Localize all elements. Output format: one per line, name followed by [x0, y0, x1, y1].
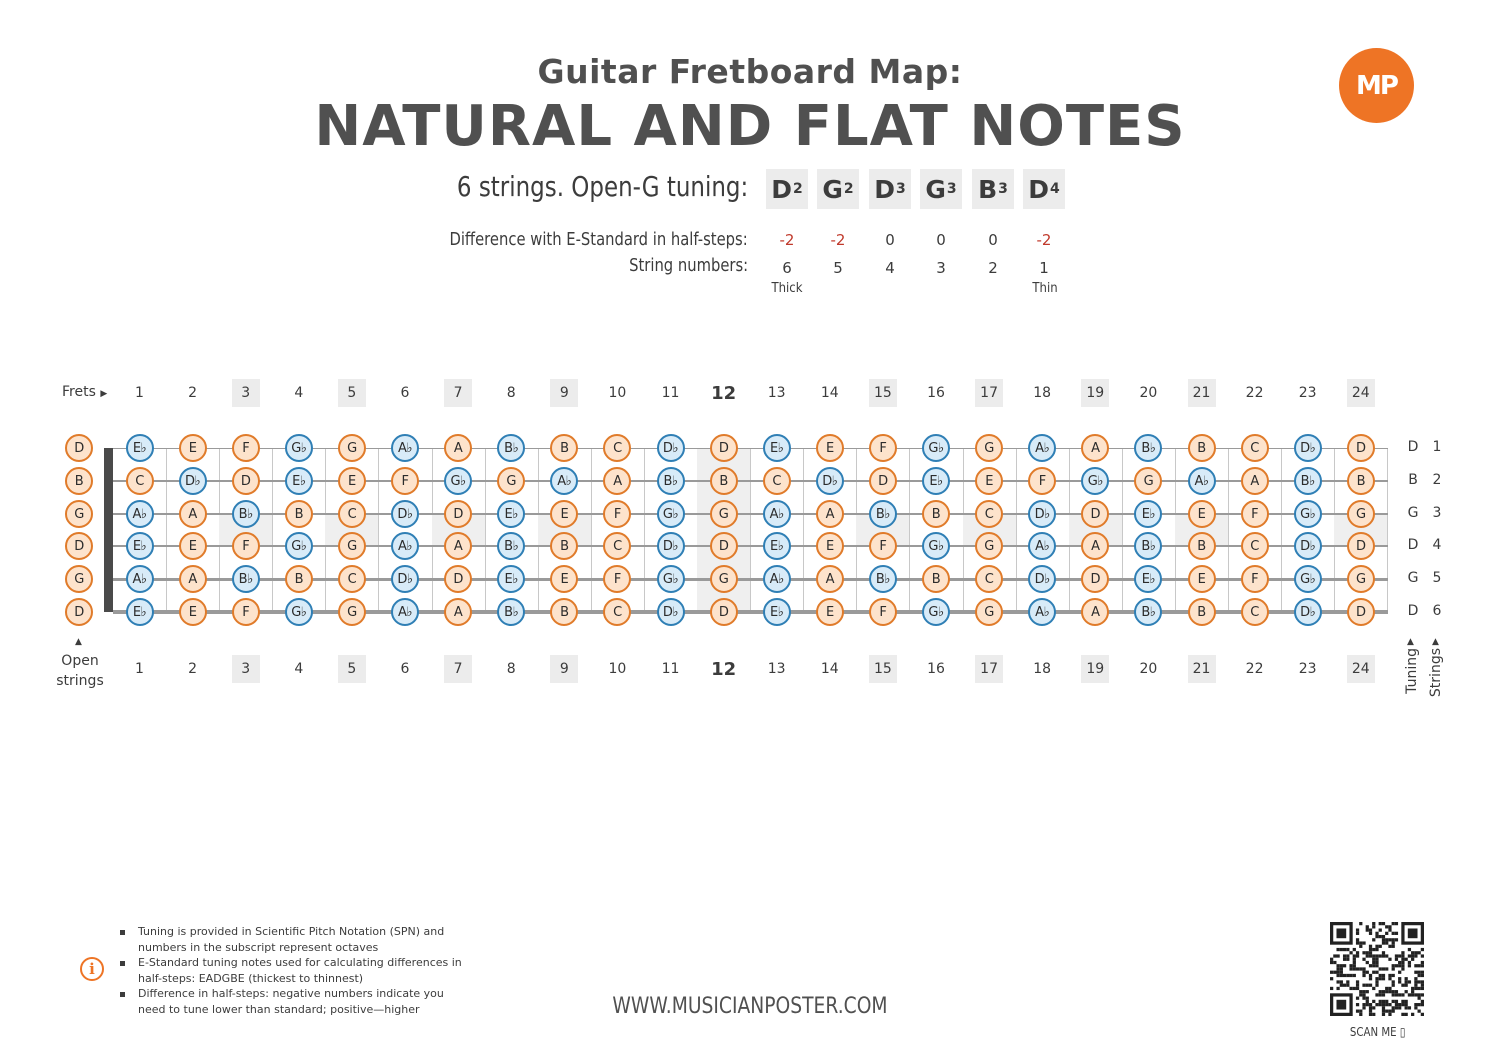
fret-note: D♭ — [657, 598, 685, 626]
fret-note: F — [1028, 467, 1056, 495]
fret-number: 2 — [188, 661, 198, 677]
fret-wire — [166, 448, 167, 612]
fret-note: B♭ — [1294, 467, 1322, 495]
fret-note: D — [710, 434, 738, 462]
fret-note: A — [1081, 598, 1109, 626]
tuning-note-name: D — [874, 174, 895, 204]
fret-note: B — [1347, 467, 1375, 495]
fret-note: B — [1188, 434, 1216, 462]
fret-note: D — [1347, 532, 1375, 560]
open-string-note: G — [65, 500, 93, 528]
fret-number: 2 — [188, 385, 198, 401]
fret-number: 24 — [1347, 379, 1375, 407]
fret-note: A — [816, 565, 844, 593]
fret-number: 22 — [1245, 661, 1264, 677]
fret-note: E♭ — [763, 598, 791, 626]
info-icon: i — [80, 957, 104, 981]
fret-note: E — [1188, 565, 1216, 593]
tuning-diff: 0 — [885, 231, 895, 249]
open-string-note: D — [65, 598, 93, 626]
fret-note: A♭ — [391, 532, 419, 560]
tuning-axis-label: Tuning — [1404, 648, 1420, 694]
fret-note: G — [710, 565, 738, 593]
fret-wire — [591, 448, 592, 612]
fret-wire — [1122, 448, 1123, 612]
string-number-label: 5 — [1432, 570, 1442, 586]
fret-note: A — [1081, 532, 1109, 560]
fret-note: A — [816, 500, 844, 528]
fret-note: G♭ — [285, 598, 313, 626]
nut — [104, 448, 113, 612]
fret-note: F — [232, 434, 260, 462]
fret-note: E♭ — [126, 532, 154, 560]
fret-note: E — [179, 598, 207, 626]
fret-number: 16 — [927, 661, 945, 677]
fret-note: D♭ — [179, 467, 207, 495]
string-number-label: 1 — [1432, 439, 1442, 455]
fret-note: G — [1134, 467, 1162, 495]
fret-note: B — [710, 467, 738, 495]
fret-note: D — [444, 500, 472, 528]
fret-number: 20 — [1139, 661, 1158, 677]
fret-note: D♭ — [1028, 500, 1056, 528]
triangle-up-icon: ▲ — [75, 637, 82, 647]
fret-note: A — [603, 467, 631, 495]
fret-number: 5 — [338, 379, 366, 407]
fret-note: F — [232, 532, 260, 560]
fret-note: E♭ — [922, 467, 950, 495]
fret-note: E — [816, 532, 844, 560]
fret-note: F — [1241, 500, 1269, 528]
tuning-note-octave: 4 — [1050, 181, 1060, 197]
fret-note: E♭ — [763, 434, 791, 462]
string-number: 5 — [833, 259, 843, 277]
fret-note: A♭ — [126, 500, 154, 528]
fret-wire — [272, 448, 273, 612]
fret-note: B — [550, 532, 578, 560]
fret-note: A♭ — [550, 467, 578, 495]
fret-note: F — [603, 500, 631, 528]
fret-note: G — [975, 598, 1003, 626]
fret-number: 17 — [975, 655, 1003, 683]
fret-note: B♭ — [497, 598, 525, 626]
fret-note: F — [869, 598, 897, 626]
fret-note: C — [603, 532, 631, 560]
fret-note: D — [710, 532, 738, 560]
string-number-label: 6 — [1432, 603, 1442, 619]
fret-note: A♭ — [1028, 434, 1056, 462]
fret-note: C — [126, 467, 154, 495]
fret-wire — [909, 448, 910, 612]
triangle-up-icon: ▲ — [1432, 637, 1439, 647]
strings-axis-label: Strings — [1428, 648, 1444, 698]
fret-note: A♭ — [391, 434, 419, 462]
footnote-item: Difference in half-steps: negative numbers indicate you need to tune lower than standard; positive—higher — [118, 986, 463, 1017]
fret-number: 11 — [661, 385, 680, 401]
fret-wire — [485, 448, 486, 612]
string-tuning-label: D — [1407, 439, 1419, 455]
fret-note: G♭ — [285, 434, 313, 462]
fret-note: C — [338, 565, 366, 593]
string-tuning-label: G — [1407, 505, 1419, 521]
fret-number: 22 — [1245, 385, 1264, 401]
fret-note: C — [1241, 532, 1269, 560]
frets-label-text: Frets — [62, 384, 96, 400]
fret-note: D♭ — [391, 500, 419, 528]
fret-note: G♭ — [1081, 467, 1109, 495]
tuning-label: 6 strings. Open-G tuning: — [456, 170, 748, 203]
tuning-note-octave: 3 — [896, 181, 906, 197]
fret-number: 8 — [506, 661, 516, 677]
fret-number: 24 — [1347, 655, 1375, 683]
string-number: 2 — [988, 259, 998, 277]
fret-note: E♭ — [126, 434, 154, 462]
fret-note: D — [869, 467, 897, 495]
fret-number: 7 — [444, 655, 472, 683]
fret-note: D — [232, 467, 260, 495]
tuning-note-octave: 3 — [998, 181, 1008, 197]
fret-note: C — [603, 434, 631, 462]
fret-note: D♭ — [1294, 434, 1322, 462]
open-string-note: B — [65, 467, 93, 495]
page-title: NATURAL AND FLAT NOTES — [314, 94, 1186, 159]
fret-number: 3 — [232, 379, 260, 407]
string-numbers-label: String numbers: — [628, 255, 748, 276]
fret-number: 4 — [294, 661, 304, 677]
fret-note: G♭ — [1294, 565, 1322, 593]
tuning-diff: 0 — [988, 231, 998, 249]
fret-number: 20 — [1139, 385, 1158, 401]
fret-note: E — [550, 565, 578, 593]
fret-note: B — [922, 500, 950, 528]
fret-note: G — [338, 598, 366, 626]
fret-number: 10 — [608, 661, 627, 677]
fret-note: C — [603, 598, 631, 626]
fret-note: A — [444, 598, 472, 626]
fret-wire — [750, 448, 751, 612]
fret-wire — [644, 448, 645, 612]
fret-number: 4 — [294, 385, 304, 401]
fret-note: C — [338, 500, 366, 528]
fret-number: 23 — [1298, 661, 1317, 677]
fret-note: F — [869, 434, 897, 462]
tuning-diff: -2 — [830, 231, 846, 249]
fret-number: 15 — [869, 379, 897, 407]
fret-note: D♭ — [657, 434, 685, 462]
fret-note: E — [179, 434, 207, 462]
string-tuning-label: B — [1408, 472, 1418, 488]
fret-note: E — [179, 532, 207, 560]
phone-icon: ▯ — [1399, 1025, 1406, 1039]
fret-number: 3 — [232, 655, 260, 683]
fret-note: D — [1347, 434, 1375, 462]
fret-wire — [378, 448, 379, 612]
fret-note: B — [1188, 598, 1216, 626]
fret-note: E♭ — [1134, 500, 1162, 528]
fret-number: 13 — [767, 661, 786, 677]
fret-note: E — [1188, 500, 1216, 528]
fret-note: G♭ — [444, 467, 472, 495]
fret-number: 19 — [1081, 379, 1109, 407]
tuning-note — [766, 169, 808, 209]
website-link[interactable]: WWW.MUSICIANPOSTER.COM — [612, 994, 888, 1019]
string-number-label: 4 — [1432, 537, 1442, 553]
fret-note: B♭ — [1134, 532, 1162, 560]
fret-note: E — [816, 598, 844, 626]
qr-code-icon[interactable] — [1330, 922, 1424, 1016]
triangle-up-icon: ▲ — [1407, 637, 1414, 647]
fret-wire — [1016, 448, 1017, 612]
fret-number: 12 — [711, 658, 737, 680]
fret-note: B♭ — [232, 565, 260, 593]
fret-note: D♭ — [1294, 598, 1322, 626]
fret-wire — [803, 448, 804, 612]
fret-note: C — [1241, 598, 1269, 626]
fret-note: D♭ — [816, 467, 844, 495]
thin-label: Thin — [1032, 281, 1058, 296]
fret-note: G♭ — [1294, 500, 1322, 528]
triangle-right-icon: ▶ — [100, 389, 108, 399]
fret-note: A — [1081, 434, 1109, 462]
fret-note: F — [603, 565, 631, 593]
tuning-note-name: D — [771, 174, 792, 204]
fret-number: 13 — [767, 385, 786, 401]
tuning-diff: -2 — [779, 231, 795, 249]
fret-note: B♭ — [1134, 434, 1162, 462]
string-number: 1 — [1039, 259, 1049, 277]
fret-note: A♭ — [1188, 467, 1216, 495]
fret-note: E♭ — [285, 467, 313, 495]
fret-note: B♭ — [1134, 598, 1162, 626]
fret-note: A — [444, 532, 472, 560]
fret-note: G — [338, 434, 366, 462]
fret-note: G♭ — [922, 598, 950, 626]
open-strings-label — [50, 651, 110, 691]
string-tuning-label: D — [1407, 537, 1419, 553]
fret-number: 1 — [135, 385, 144, 401]
fret-note: B — [550, 434, 578, 462]
fret-number: 21 — [1188, 379, 1216, 407]
fret-number: 12 — [711, 382, 737, 404]
fret-note: A♭ — [763, 565, 791, 593]
string-tuning-label: D — [1407, 603, 1419, 619]
fret-note: D — [1081, 500, 1109, 528]
title-top: Guitar Fretboard Map: — [537, 52, 963, 91]
fret-note: C — [975, 500, 1003, 528]
fret-note: D — [444, 565, 472, 593]
string-number: 6 — [782, 259, 792, 277]
fret-note: E♭ — [497, 565, 525, 593]
fret-note: F — [391, 467, 419, 495]
open-label-line1: Open — [61, 653, 99, 669]
string-tuning-label: G — [1407, 570, 1419, 586]
fret-note: B — [285, 565, 313, 593]
fret-note: E♭ — [763, 532, 791, 560]
tuning-note — [869, 169, 911, 209]
fret-note: E♭ — [126, 598, 154, 626]
fret-note: E — [338, 467, 366, 495]
fret-note: D♭ — [1028, 565, 1056, 593]
fret-note: B♭ — [869, 500, 897, 528]
fret-number: 15 — [869, 655, 897, 683]
fret-note: B♭ — [497, 434, 525, 462]
fret-wire — [1228, 448, 1229, 612]
string-number: 3 — [936, 259, 946, 277]
fret-note: D — [1347, 598, 1375, 626]
fret-note: B — [922, 565, 950, 593]
open-string-note: D — [65, 434, 93, 462]
tuning-note — [817, 169, 859, 209]
fret-note: A — [179, 565, 207, 593]
fret-number: 5 — [338, 655, 366, 683]
fret-note: G — [497, 467, 525, 495]
fret-number: 23 — [1298, 385, 1317, 401]
fret-note: G — [1347, 500, 1375, 528]
fret-note: B♭ — [869, 565, 897, 593]
string-number-label: 2 — [1432, 472, 1442, 488]
fret-wire — [1281, 448, 1282, 612]
fret-note: D — [710, 598, 738, 626]
fret-number: 19 — [1081, 655, 1109, 683]
fret-note: B — [550, 598, 578, 626]
string-number-label: 3 — [1432, 505, 1442, 521]
tuning-note — [972, 169, 1014, 209]
scan-me-label — [1350, 1025, 1406, 1039]
fret-note: G — [710, 500, 738, 528]
fret-note: G♭ — [285, 532, 313, 560]
fret-note: E — [816, 434, 844, 462]
fret-note: E — [550, 500, 578, 528]
fret-number: 11 — [661, 661, 680, 677]
fret-note: E♭ — [497, 500, 525, 528]
fret-number: 9 — [550, 379, 578, 407]
fret-note: D♭ — [1294, 532, 1322, 560]
fret-number: 21 — [1188, 655, 1216, 683]
tuning-note — [920, 169, 962, 209]
fret-note: C — [763, 467, 791, 495]
fret-note: G♭ — [657, 500, 685, 528]
fret-note: C — [1241, 434, 1269, 462]
scan-me-text: SCAN ME — [1349, 1025, 1397, 1039]
tuning-note-name: G — [925, 174, 946, 204]
fret-note: B♭ — [497, 532, 525, 560]
footnote-item: Tuning is provided in Scientific Pitch Notation (SPN) and numbers in the subscript represent octaves — [118, 924, 463, 955]
fret-note: G — [975, 434, 1003, 462]
tuning-note-name: D — [1028, 174, 1049, 204]
fret-note: D♭ — [391, 565, 419, 593]
fret-note: G♭ — [922, 434, 950, 462]
fret-note: B — [285, 500, 313, 528]
tuning-note-name: B — [978, 174, 998, 204]
fret-number: 16 — [927, 385, 945, 401]
fret-number: 10 — [608, 385, 627, 401]
fret-wire — [1387, 448, 1388, 612]
fret-note: B♭ — [657, 467, 685, 495]
tuning-diff: 0 — [936, 231, 946, 249]
fret-note: A♭ — [763, 500, 791, 528]
fret-note: A — [1241, 467, 1269, 495]
fret-note: D — [1081, 565, 1109, 593]
fret-number: 7 — [444, 379, 472, 407]
fret-note: G♭ — [922, 532, 950, 560]
tuning-note-octave: 3 — [946, 181, 957, 197]
mp-logo-icon: MP — [1339, 48, 1414, 123]
tuning-note-octave: 2 — [793, 181, 803, 197]
fret-note: E♭ — [1134, 565, 1162, 593]
fret-note: G — [975, 532, 1003, 560]
open-string-note: D — [65, 532, 93, 560]
fret-note: A♭ — [1028, 598, 1056, 626]
fret-number: 6 — [400, 661, 410, 677]
fret-number: 14 — [820, 661, 839, 677]
open-label-line2: strings — [56, 673, 104, 689]
fret-note: A♭ — [391, 598, 419, 626]
fret-note: G — [1347, 565, 1375, 593]
thick-label: Thick — [771, 281, 803, 296]
fret-number: 9 — [550, 655, 578, 683]
tuning-note-name: G — [822, 174, 843, 204]
diff-label: Difference with E-Standard in half-steps: — [449, 229, 748, 250]
fret-number: 1 — [135, 661, 144, 677]
fret-note: G — [338, 532, 366, 560]
fret-number: 14 — [820, 385, 839, 401]
footnote-item: E-Standard tuning notes used for calculating differences in half-steps: EADGBE (thickest to thinnest) — [118, 955, 463, 986]
fret-number: 18 — [1033, 661, 1052, 677]
fret-note: C — [975, 565, 1003, 593]
frets-label — [62, 384, 107, 400]
open-string-note: G — [65, 565, 93, 593]
fret-note: A♭ — [126, 565, 154, 593]
tuning-diff: -2 — [1036, 231, 1052, 249]
fret-note: A — [444, 434, 472, 462]
fret-number: 17 — [975, 379, 1003, 407]
fret-number: 18 — [1033, 385, 1052, 401]
string-number: 4 — [885, 259, 895, 277]
fret-note: A♭ — [1028, 532, 1056, 560]
fret-note: F — [1241, 565, 1269, 593]
tuning-note — [1023, 169, 1065, 209]
fret-note: E — [975, 467, 1003, 495]
fret-number: 8 — [506, 385, 516, 401]
fret-note: G♭ — [657, 565, 685, 593]
tuning-note-octave: 2 — [843, 181, 854, 197]
fret-note: F — [869, 532, 897, 560]
fret-note: A — [179, 500, 207, 528]
fret-note: B — [1188, 532, 1216, 560]
fret-number: 6 — [400, 385, 410, 401]
fret-note: F — [232, 598, 260, 626]
fret-note: D♭ — [657, 532, 685, 560]
fret-note: B♭ — [232, 500, 260, 528]
